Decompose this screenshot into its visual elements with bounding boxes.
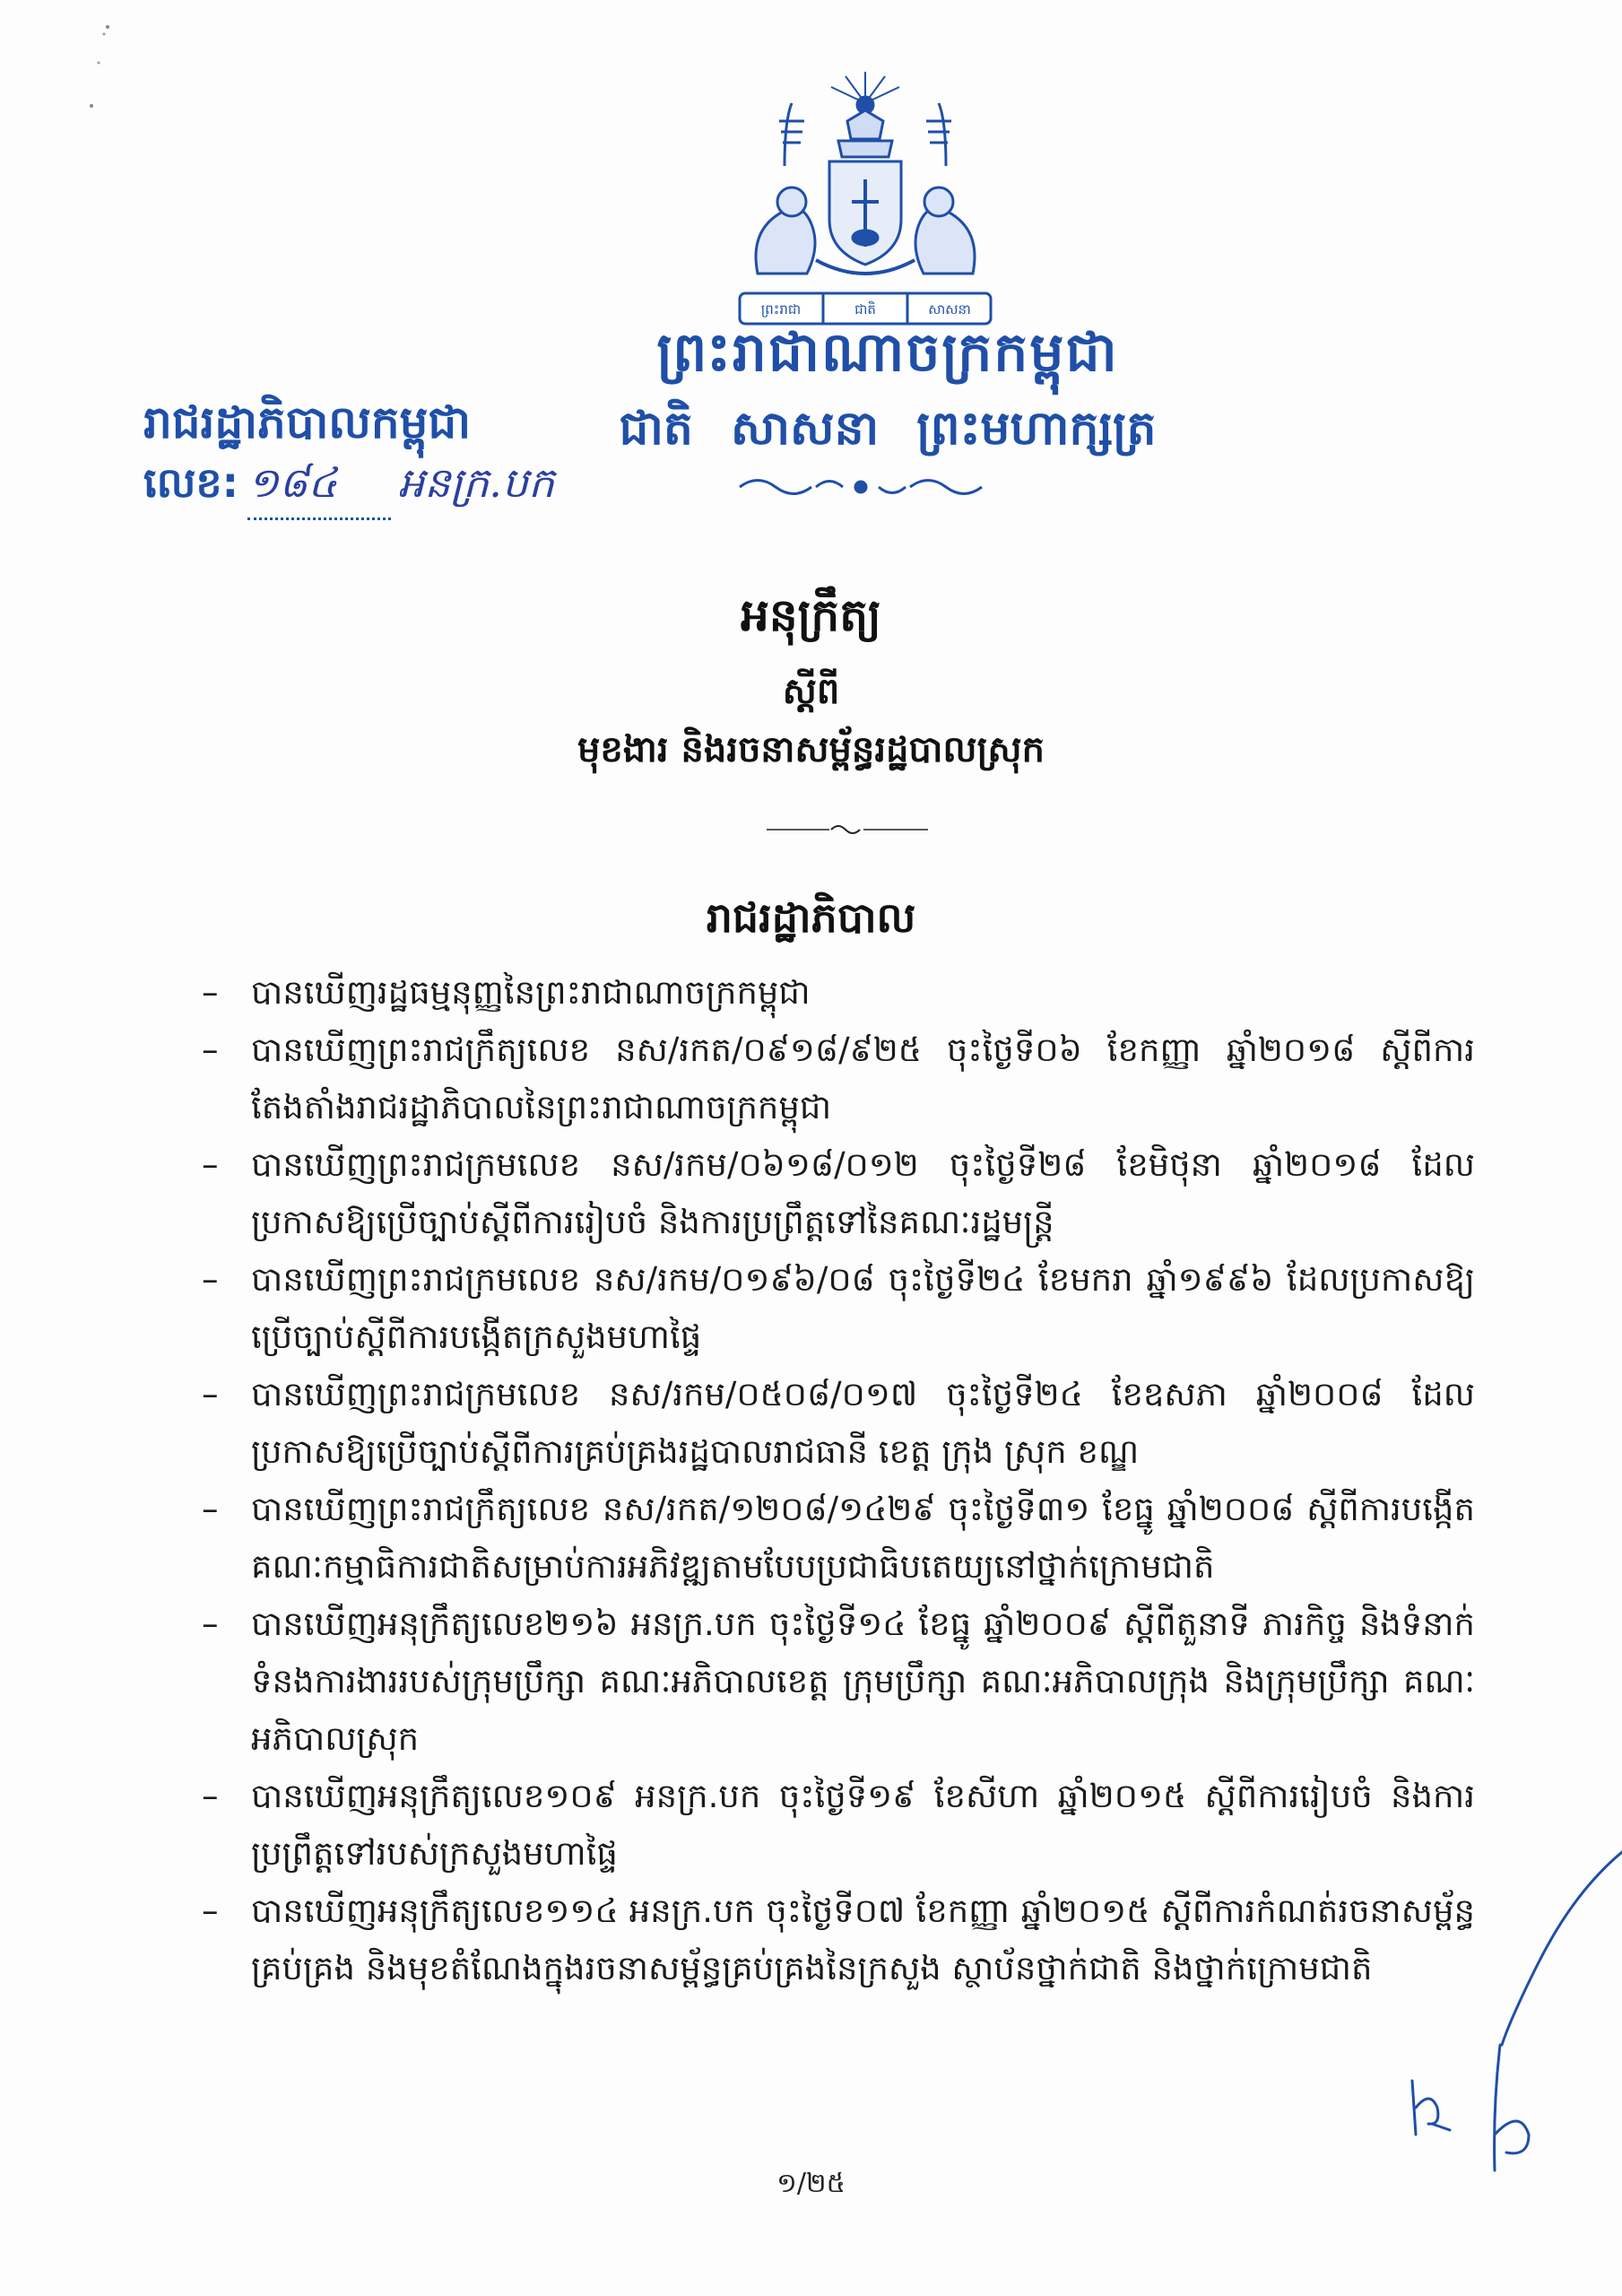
scan-speck-marks <box>81 18 134 117</box>
list-item: – បានឃើញព្រះរាជក្រឹត្យលេខ នស/រកត/១២០៨/១៤២៩ ចុះថ្ងៃទី៣១ ខែធ្នូ ឆ្នាំ២០០៨ ស្តីពីការបង្កើតគណៈកម្មាធិការជាតិសម្រាប់ការអភិវឌ្ឍតាមបែបប្រជាធិបតេយ្យនៅថ្នាក់ក្រោមជាតិ <box>202 1490 1475 1586</box>
issuing-authority: រាជរដ្ឋាភិបាល <box>706 893 916 942</box>
list-item: – បានឃើញព្រះរាជក្រឹត្យលេខ នស/រកត/០៩១៨/៩២៥ ចុះថ្ងៃទី០៦ ខែកញ្ញា ឆ្នាំ២០១៨ ស្តីពីការតែងតាំងរាជរដ្ឋាភិបាលនៃព្រះរាជាណាចក្រកម្ពុជា <box>202 1031 1475 1126</box>
document-about: ស្តីពី <box>782 671 840 712</box>
page-number: ១/២៥ <box>776 2168 846 2199</box>
reference-number: ១៨៤ <box>247 457 391 520</box>
document-subject: មុខងារ និងរចនាសម្ព័ន្ធរដ្ឋបាលស្រុក <box>577 729 1045 770</box>
list-item: – បានឃើញអនុក្រឹត្យលេខ១០៩ អនក្រ.បក ចុះថ្ងៃទី១៩ ខែសីហា ឆ្នាំ២០១៥ ស្តីពីការរៀបចំ និងការប្រព្រឹត្តទៅរបស់ក្រសួងមហាផ្ទៃ <box>202 1777 1475 1873</box>
list-item: – បានឃើញរដ្ឋធម្មនុញ្ញនៃព្រះរាជាណាចក្រកម្ពុជា <box>202 973 811 1012</box>
clause-text: បានឃើញអនុក្រឹត្យលេខ១០៩ អនក្រ.បក ចុះថ្ងៃទី១៩ ខែសីហា ឆ្នាំ២០១៥ ស្តីពីការរៀបចំ និងការប្រព្រឹត្តទៅរបស់ក្រសួងមហាផ្ទៃ <box>251 1777 1475 1873</box>
reference-line <box>143 457 554 520</box>
ornament-icon <box>731 474 991 500</box>
list-item: – បានឃើញព្រះរាជក្រមលេខ នស/រកម/០៦១៨/០១២ ចុះថ្ងៃទី២៨ ខែមិថុនា ឆ្នាំ២០១៨ ដែលប្រកាសឱ្យប្រើច្បាប់ស្តីពីការរៀបចំ និងការប្រព្រឹត្តទៅនៃគណៈរដ្ឋមន្ត្រី <box>202 1145 1475 1241</box>
reference-suffix: អនក្រ.បក <box>398 458 555 507</box>
royal-emblem-icon <box>722 67 1009 336</box>
clause-text: បានឃើញរដ្ឋធម្មនុញ្ញនៃព្រះរាជាណាចក្រកម្ពុជា <box>251 973 811 1012</box>
government-name: រាជរដ្ឋាភិបាលកម្ពុជា <box>143 396 471 448</box>
clause-text: បានឃើញព្រះរាជក្រមលេខ នស/រកម/០១៩៦/០៨ ចុះថ្ងៃទី២៤ ខែមករា ឆ្នាំ១៩៩៦ ដែលប្រកាសឱ្យប្រើច្បាប់ស្តីពីការបង្កើតក្រសួងមហាផ្ទៃ <box>251 1260 1475 1356</box>
national-motto: ជាតិ សាសនា ព្រះមហាក្សត្រ <box>619 402 1157 456</box>
emblem-caption-left: ព្រះរាជា <box>760 301 802 317</box>
preamble-clauses <box>202 964 1475 1997</box>
clause-text: បានឃើញព្រះរាជក្រមលេខ នស/រកម/០៦១៨/០១២ ចុះថ្ងៃទី២៨ ខែមិថុនា ឆ្នាំ២០១៨ ដែលប្រកាសឱ្យប្រើច្បាប់ស្តីពីការរៀបចំ និងការប្រព្រឹត្តទៅនៃគណៈរដ្ឋមន្ត្រី <box>251 1145 1475 1241</box>
list-item: – បានឃើញព្រះរាជក្រមលេខ នស/រកម/០៥០៨/០១៧ ចុះថ្ងៃទី២៤ ខែឧសភា ឆ្នាំ២០០៨ ដែលប្រកាសឱ្យប្រើច្បាប់ស្តីពីការគ្រប់គ្រងរដ្ឋបាលរាជធានី ខេត្ត ក្រុង ស្រុក ខណ្ឌ <box>202 1375 1475 1471</box>
signature-initials-icon <box>1394 1839 1622 2179</box>
clause-text: បានឃើញអនុក្រឹត្យលេខ២១៦ អនក្រ.បក ចុះថ្ងៃទី១៤ ខែធ្នូ ឆ្នាំ២០០៩ ស្តីពីតួនាទី ភារកិច្ច និងទំនាក់ទំនងការងាររបស់ក្រុមប្រឹក្សា គណៈអភិបាលខេត្ត ក្រុមប្រឹក្សា គណៈអភិបាលក្រុង និងក្រុមប្រឹក្សា គណៈអភិបាលស្រុក <box>251 1605 1475 1758</box>
title-divider <box>767 821 928 839</box>
clause-text: បានឃើញព្រះរាជក្រមលេខ នស/រកម/០៥០៨/០១៧ ចុះថ្ងៃទី២៤ ខែឧសភា ឆ្នាំ២០០៨ ដែលប្រកាសឱ្យប្រើច្បាប់ស្តីពីការគ្រប់គ្រងរដ្ឋបាលរាជធានី ខេត្ត ក្រុង ស្រុក ខណ្ឌ <box>251 1375 1475 1471</box>
clause-text: បានឃើញអនុក្រឹត្យលេខ១១៤ អនក្រ.បក ចុះថ្ងៃទី០៧ ខែកញ្ញា ឆ្នាំ២០១៥ ស្តីពីការកំណត់រចនាសម្ព័ន្ធគ្រប់គ្រង និងមុខតំណែងក្នុងរចនាសម្ព័ន្ធគ្រប់គ្រងនៃក្រសួង ស្ថាប័នថ្នាក់ជាតិ និងថ្នាក់ក្រោមជាតិ <box>251 1892 1475 1987</box>
emblem-caption-right: សាសនា <box>928 301 971 317</box>
kingdom-title: ព្រះរាជាណាចក្រកម្ពុជា <box>656 321 1119 384</box>
list-item: – បានឃើញព្រះរាជក្រមលេខ នស/រកម/០១៩៦/០៨ ចុះថ្ងៃទី២៤ ខែមករា ឆ្នាំ១៩៩៦ ដែលប្រកាសឱ្យប្រើច្បាប់ស្តីពីការបង្កើតក្រសួងមហាផ្ទៃ <box>202 1260 1475 1356</box>
emblem-caption-center: ជាតិ <box>854 301 876 317</box>
clause-text: បានឃើញព្រះរាជក្រឹត្យលេខ នស/រកត/១២០៨/១៤២៩ ចុះថ្ងៃទី៣១ ខែធ្នូ ឆ្នាំ២០០៨ ស្តីពីការបង្កើតគណៈកម្មាធិការជាតិសម្រាប់ការអភិវឌ្ឍតាមបែបប្រជាធិបតេយ្យនៅថ្នាក់ក្រោមជាតិ <box>251 1490 1475 1586</box>
reference-prefix: លេខ: <box>143 458 239 507</box>
clause-text: បានឃើញព្រះរាជក្រឹត្យលេខ នស/រកត/០៩១៨/៩២៥ ចុះថ្ងៃទី០៦ ខែកញ្ញា ឆ្នាំ២០១៨ ស្តីពីការតែងតាំងរាជរដ្ឋាភិបាលនៃព្រះរាជាណាចក្រកម្ពុជា <box>251 1031 1475 1126</box>
document-type: អនុក្រឹត្យ <box>741 589 881 641</box>
list-item: – បានឃើញអនុក្រឹត្យលេខ២១៦ អនក្រ.បក ចុះថ្ងៃទី១៤ ខែធ្នូ ឆ្នាំ២០០៩ ស្តីពីតួនាទី ភារកិច្ច និងទំនាក់ទំនងការងាររបស់ក្រុមប្រឹក្សា គណៈអភិបាលខេត្ត ក្រុមប្រឹក្សា គណៈអភិបាលក្រុង និងក្រុមប្រឹក្សា គណៈអភិបាលស្រុក <box>202 1605 1475 1758</box>
list-item: – បានឃើញអនុក្រឹត្យលេខ១១៤ អនក្រ.បក ចុះថ្ងៃទី០៧ ខែកញ្ញា ឆ្នាំ២០១៥ ស្តីពីការកំណត់រចនាសម្ព័ន្ធគ្រប់គ្រង និងមុខតំណែងក្នុងរចនាសម្ព័ន្ធគ្រប់គ្រងនៃក្រសួង ស្ថាប័នថ្នាក់ជាតិ និងថ្នាក់ក្រោមជាតិ <box>202 1892 1475 1987</box>
